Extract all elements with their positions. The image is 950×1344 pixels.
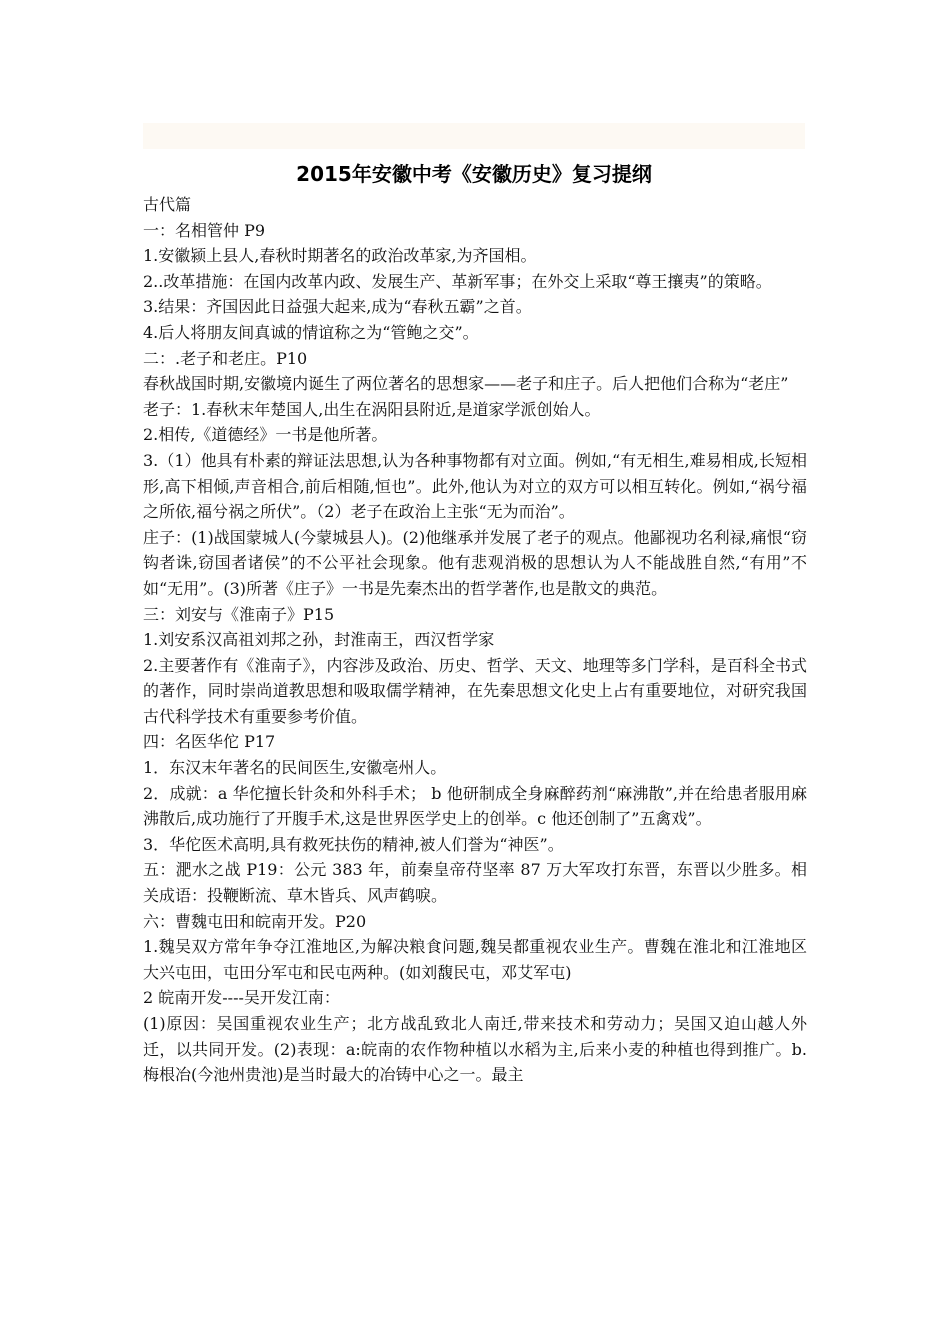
paragraph: 春秋战国时期,安徽境内诞生了两位著名的思想家——老子和庄子。后人把他们合称为“老庄”	[143, 374, 789, 394]
paragraph: 2．成就：a 华佗擅长针灸和外科手术； b 他研制成全身麻醉药剂“麻沸散”,并在给患者服用麻沸散后,成功施行了开腹手术,这是世界医学史上的创举。c 他还创制了”五禽戏”。	[143, 783, 807, 829]
paragraph: 2.相传,《道德经》一书是他所著。	[143, 425, 388, 445]
header-band	[143, 123, 805, 149]
paragraph: 3.结果：齐国因此日益强大起来,成为“春秋五霸”之首。	[143, 297, 532, 317]
document-title: 2015年安徽中考《安徽历史》复习提纲	[296, 162, 652, 186]
paragraph: 2.主要著作有《淮南子》，内容涉及政治、历史、哲学、天文、地理等多门学科，是百科全书式的著作，同时崇尚道教思想和吸取儒学精神，在先秦思想文化史上占有重要地位，对研究我国古代科学技术有重要参考价值。	[143, 655, 807, 726]
paragraph: 五：淝水之战 P19：公元 383 年，前秦皇帝苻坚率 87 万大军攻打东晋，东晋以少胜多。相关成语：投鞭断流、草木皆兵、风声鹤唳。	[143, 860, 807, 906]
paragraph: 二：.老子和老庄。P10	[143, 348, 308, 368]
paragraph: 2 皖南开发----吴开发江南：	[143, 988, 340, 1008]
paragraph: 庄子：(1)战国蒙城人(今蒙城县人)。(2)他继承并发展了老子的观点。他鄙视功名利禄,痛恨“窃钩者诛,窃国者诸侯”的不公平社会现象。他有悲观消极的思想认为人不能战胜自然,“有用”不如“无用”。(3)所著《庄子》一书是先秦杰出的哲学著作,也是散文的典范。	[143, 527, 807, 598]
paragraph: 1.魏吴双方常年争夺江淮地区,为解决粮食问题,魏吴都重视农业生产。曹魏在淮北和江淮地区大兴屯田，屯田分军屯和民屯两种。(如刘馥民屯，邓艾军屯)	[143, 937, 807, 982]
paragraph: (1)原因：吴国重视农业生产；北方战乱致北人南迁,带来技术和劳动力；吴国又迫山越人外迁，以共同开发。(2)表现：a:皖南的农作物种植以水稻为主,后来小麦的种植也得到推广。b.梅根冶(今池州贵池)是当时最大的冶铸中心之一。最主	[143, 1014, 807, 1085]
paragraph: 1．东汉末年著名的民间医生,安徽亳州人。	[143, 758, 447, 778]
paragraph: 四：名医华佗 P17	[143, 732, 276, 752]
paragraph: 六：曹魏屯田和皖南开发。P20	[143, 911, 367, 931]
paragraph: 3．华佗医术高明,具有救死扶伤的精神,被人们誉为“神医”。	[143, 834, 564, 854]
paragraph: 1.刘安系汉高祖刘邦之孙，封淮南王，西汉哲学家	[143, 630, 495, 650]
paragraph: 4.后人将朋友间真诚的情谊称之为“管鲍之交”。	[143, 322, 479, 342]
paragraph: 三：刘安与《淮南子》P15	[143, 604, 335, 624]
document-body	[143, 192, 807, 1088]
paragraph: 1.安徽颍上县人,春秋时期著名的政治改革家,为齐国相。	[143, 246, 537, 266]
paragraph: 3.（1）他具有朴素的辩证法思想,认为各种事物都有对立面。例如,“有无相生,难易相成,长短相形,高下相倾,声音相合,前后相随,恒也”。此外,他认为对立的双方可以相互转化。例如,“祸兮福之所依,福兮祸之所伏”。（2）老子在政治上主张“无为而治”。	[143, 450, 807, 522]
paragraph: 古代篇	[143, 195, 192, 214]
paragraph: 一：名相管仲 P9	[143, 220, 266, 240]
paragraph: 老子：1.春秋末年楚国人,出生在涡阳县附近,是道家学派创始人。	[143, 399, 601, 419]
paragraph: 2..改革措施：在国内改革内政、发展生产、革新军事；在外交上采取“尊王攘夷”的策略。	[143, 271, 772, 291]
